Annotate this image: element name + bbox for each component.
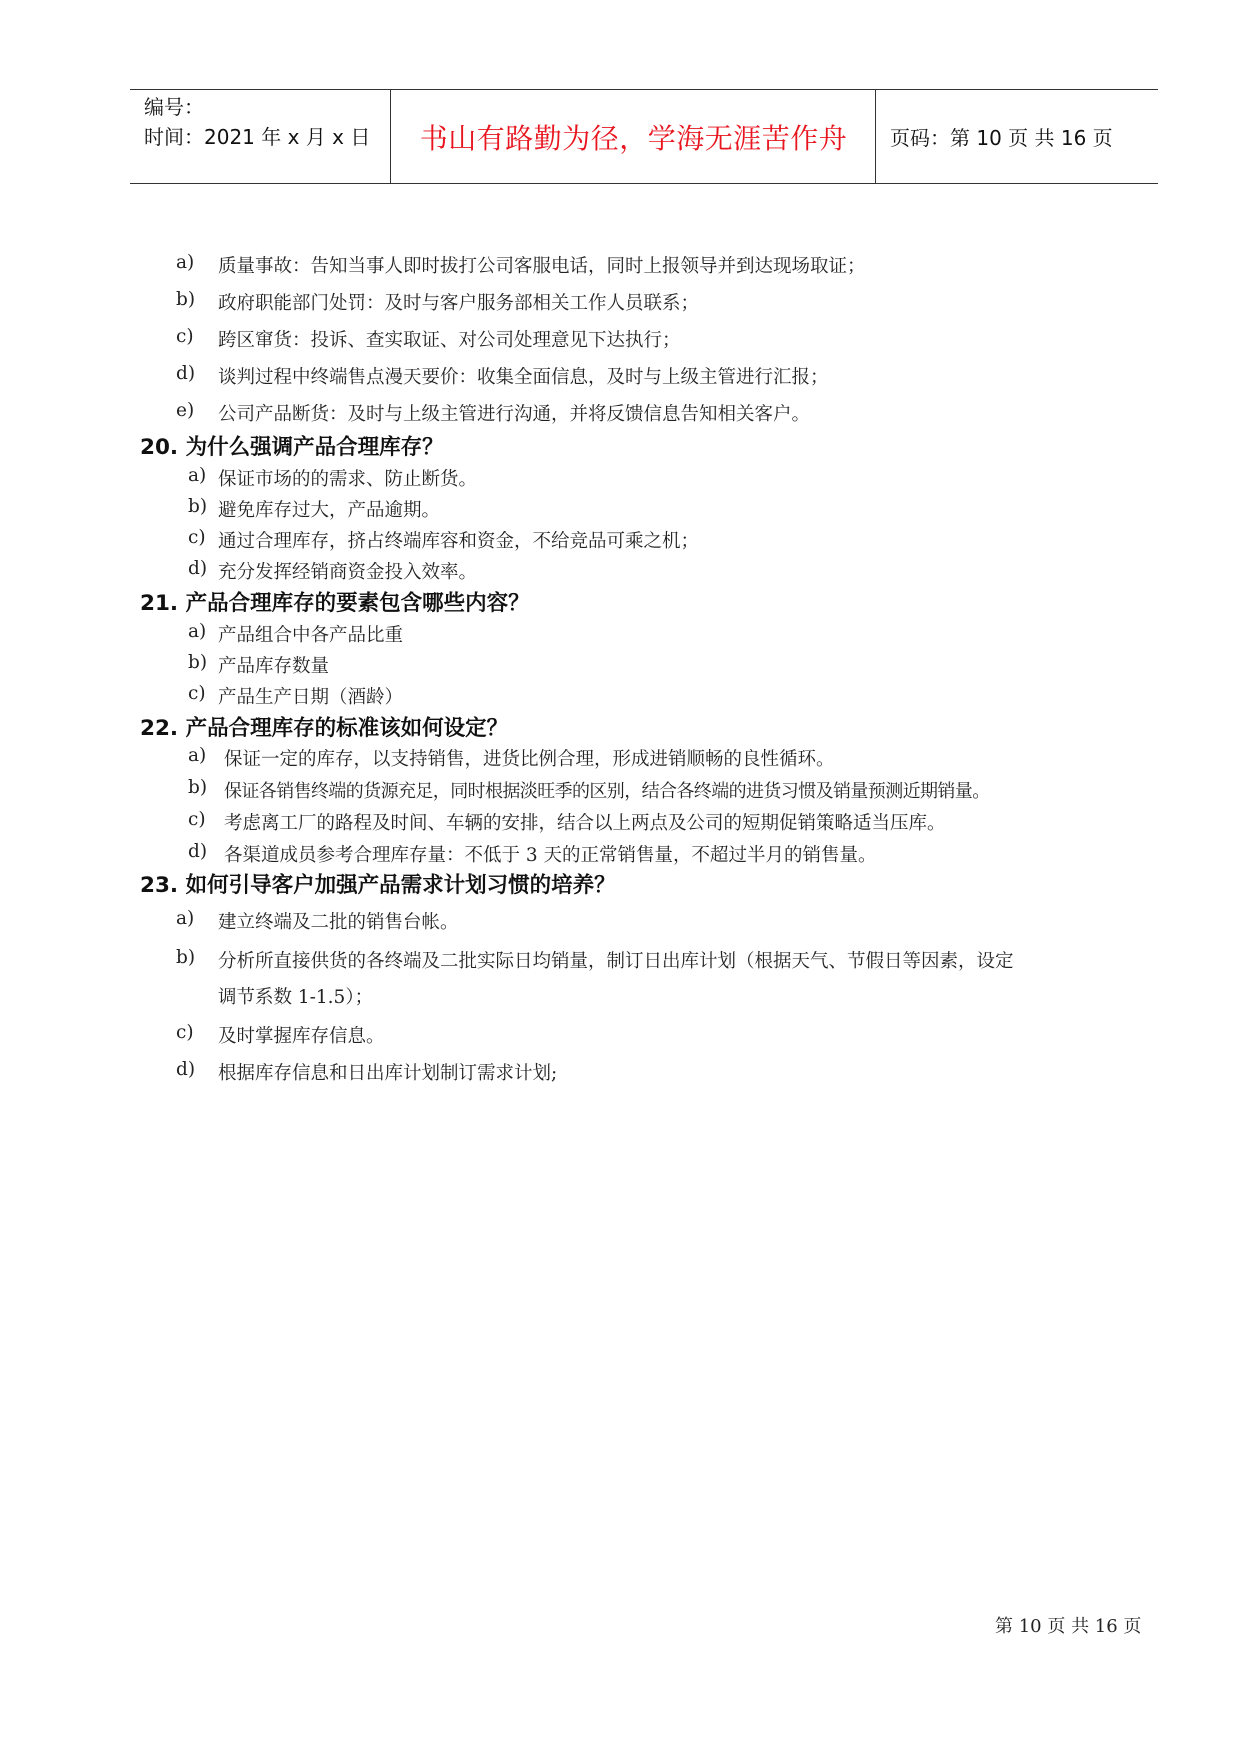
page-header (130, 89, 1158, 184)
question-heading: 21. 产品合理库存的要素包含哪些内容？ (140, 591, 530, 616)
list-marker: a) (176, 252, 195, 273)
list-marker: d) (188, 841, 208, 862)
list-text: 各渠道成员参考合理库存量：不低于 3 天的正常销售量，不超过半月的销售量。 (224, 845, 877, 866)
list-text: 产品库存数量 (218, 656, 330, 677)
header-page-label: 页码：第 10 页 共 16 页 (890, 126, 1113, 150)
list-text: 根据库存信息和日出库计划制订需求计划; (218, 1063, 558, 1084)
list-text: 考虑离工厂的路程及时间、车辆的安排，结合以上两点及公司的短期促销策略适当压库。 (224, 813, 946, 834)
list-marker: b) (176, 947, 196, 968)
list-text: 建立终端及二批的销售台帐。 (218, 912, 459, 933)
list-marker: a) (188, 621, 207, 642)
list-text: 通过合理库存，挤占终端库容和资金，不给竞品可乘之机； (218, 531, 700, 552)
header-divider (390, 90, 391, 183)
list-text: 政府职能部门处罚：及时与客户服务部相关工作人员联系； (218, 293, 700, 314)
header-motto: 书山有路勤为径，学海无涯苦作舟 (419, 121, 848, 155)
list-marker: c) (188, 527, 206, 548)
header-time-label: 时间：2021 年 x 月 x 日 (144, 125, 371, 149)
list-text: 及时掌握库存信息。 (218, 1026, 385, 1047)
list-marker: d) (176, 1059, 196, 1080)
list-marker: b) (176, 289, 196, 310)
question-heading: 20. 为什么强调产品合理库存？ (140, 435, 444, 460)
question-heading: 23. 如何引导客户加强产品需求计划习惯的培养？ (140, 873, 616, 898)
list-text: 产品生产日期（酒龄） (218, 687, 404, 708)
list-marker: c) (188, 683, 206, 704)
list-marker: b) (188, 652, 208, 673)
list-marker: d) (176, 363, 196, 384)
list-marker: e) (176, 400, 195, 421)
list-marker: c) (176, 1022, 194, 1043)
list-marker: a) (188, 465, 207, 486)
list-text: 充分发挥经销商资金投入效率。 (218, 562, 478, 583)
list-marker: a) (188, 745, 207, 766)
list-marker: c) (176, 326, 194, 347)
list-marker: b) (188, 777, 208, 798)
list-text: 保证市场的的需求、防止断货。 (218, 469, 478, 490)
question-heading: 22. 产品合理库存的标准该如何设定？ (140, 716, 509, 741)
list-text: 保证一定的库存，以支持销售，进货比例合理，形成进销顺畅的良性循环。 (224, 749, 835, 770)
page-footer: 第 10 页 共 16 页 (995, 1616, 1142, 1637)
list-text: 保证各销售终端的货源充足，同时根据淡旺季的区别，结合各终端的进货习惯及销量预测近期销量。 (224, 781, 990, 802)
list-text: 产品组合中各产品比重 (218, 625, 404, 646)
list-text: 质量事故：告知当事人即时拔打公司客服电话，同时上报领导并到达现场取证； (218, 256, 866, 277)
list-marker: a) (176, 908, 195, 929)
header-number-label: 编号： (144, 95, 204, 119)
list-text: 公司产品断货：及时与上级主管进行沟通，并将反馈信息告知相关客户。 (218, 404, 811, 425)
list-text: 调节系数 1-1.5）； (218, 987, 374, 1008)
list-marker: b) (188, 496, 208, 517)
list-marker: c) (188, 809, 206, 830)
header-meta (144, 92, 370, 152)
list-text: 谈判过程中终端售点漫天要价：收集全面信息，及时与上级主管进行汇报； (218, 367, 829, 388)
list-text: 分析所直接供货的各终端及二批实际日均销量，制订日出库计划（根据天气、节假日等因素，设定 (218, 951, 1014, 972)
header-divider (875, 90, 876, 183)
list-marker: d) (188, 558, 208, 579)
list-text: 避免库存过大，产品逾期。 (218, 500, 441, 521)
list-text: 跨区窜货：投诉、查实取证、对公司处理意见下达执行； (218, 330, 681, 351)
